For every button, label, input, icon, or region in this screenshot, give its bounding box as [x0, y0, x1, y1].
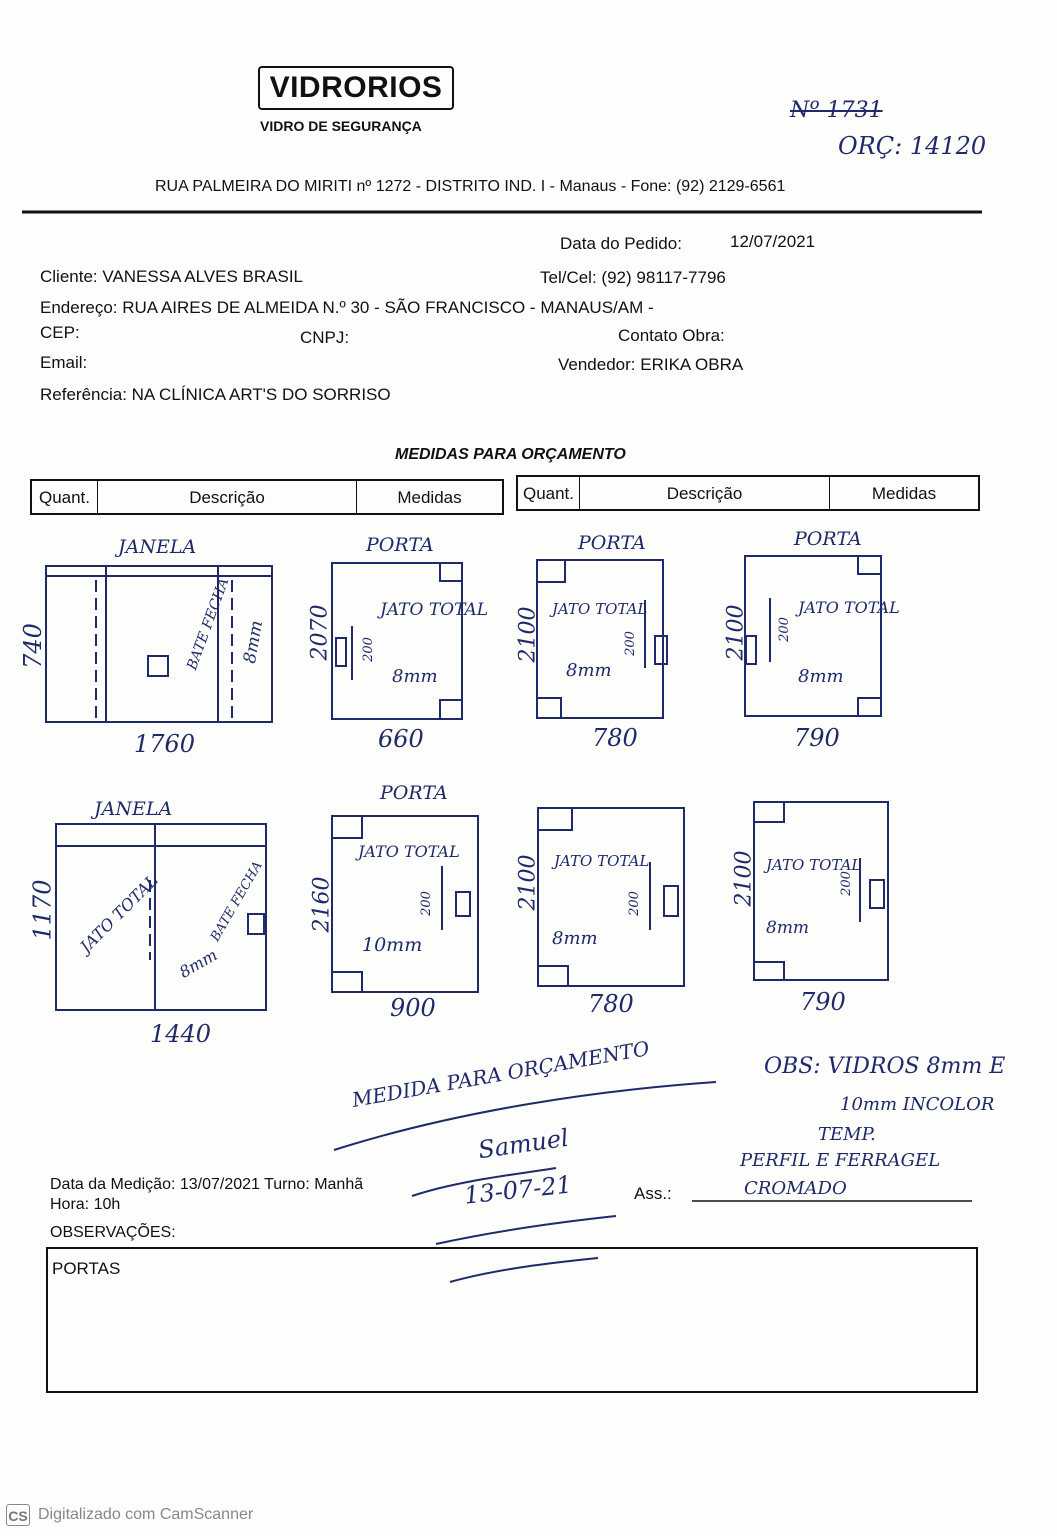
sketch-note: JATO TOTAL: [798, 598, 900, 617]
seller-field: Vendedor: ERIKA OBRA: [558, 355, 744, 374]
sketch-width: 660: [378, 725, 424, 753]
header-medidas: Medidas: [871, 484, 937, 503]
sketch-note: BATE FECHA: [184, 575, 233, 673]
order-date-label: Data do Pedido:: [560, 234, 682, 253]
sketch-height: 2070: [307, 604, 333, 661]
obs-handwritten: TEMP.: [818, 1124, 876, 1145]
sketch-note: JATO TOTAL: [380, 600, 489, 620]
signature: Samuel: [476, 1123, 571, 1165]
sketch-note: 200: [418, 891, 434, 916]
sketch-title: PORTA: [794, 528, 862, 550]
form-number: Nº 1731: [790, 98, 883, 123]
company-tagline: VIDRO DE SEGURANÇA: [260, 118, 422, 134]
header-descricao: Descrição: [580, 477, 830, 509]
sketch-title: PORTA: [366, 534, 434, 556]
sketch-note: 8mm: [552, 928, 598, 949]
order-date-value: 12/07/2021: [730, 232, 816, 251]
header-medidas: Medidas: [397, 488, 462, 507]
header-quant: Quant.: [32, 481, 98, 513]
sketch-note: 8mm: [798, 666, 844, 687]
company-address: RUA PALMEIRA DO MIRITI nº 1272 - DISTRITO IND. I - Manaus - Fone: (92) 2129-6561: [155, 178, 786, 195]
header-descricao: Descrição: [98, 481, 357, 513]
sketch-width: 1760: [134, 730, 196, 758]
sketch-note: 200: [360, 637, 376, 662]
client-address: Endereço: RUA AIRES DE ALMEIDA N.º 30 - SÃO FRANCISCO - MANAUS/AM -: [40, 298, 654, 317]
sketch-width: 780: [588, 990, 634, 1018]
sketch-note: 8mm: [566, 660, 612, 681]
sketch-height: 2100: [731, 850, 757, 907]
client-phone: Tel/Cel: (92) 98117-7796: [540, 268, 726, 287]
sketch-note: 8mm: [239, 619, 268, 665]
sketch-height: 740: [18, 623, 47, 669]
obs-handwritten: PERFIL E FERRAGEL: [740, 1150, 941, 1171]
sketch-height: 2100: [515, 606, 541, 663]
sketch-width: 900: [390, 994, 436, 1022]
sketch-note: JATO TOTAL: [766, 856, 862, 874]
observations-box: [46, 1247, 978, 1393]
sketch-width: 780: [592, 724, 638, 752]
header-quant: Quant.: [518, 477, 580, 509]
measure-date: [50, 1176, 363, 1194]
obs-handwritten: 10mm INCOLOR: [840, 1094, 995, 1115]
sketch-height: 2100: [515, 854, 541, 911]
obs-handwritten: CROMADO: [744, 1178, 847, 1199]
observations-text: PORTAS: [52, 1259, 121, 1278]
sketch-note: JATO TOTAL: [76, 870, 162, 957]
measure-date-value: Data da Medição: 13/07/2021: [50, 1176, 260, 1193]
sketch-note: 200: [622, 631, 638, 656]
camscanner-badge: CS: [6, 1504, 30, 1526]
contact-field: Contato Obra:: [618, 326, 725, 345]
sketch-width: 1440: [150, 1020, 212, 1048]
sketch-title: PORTA: [380, 782, 448, 804]
sketch-note: JATO TOTAL: [358, 842, 460, 861]
sketch-note: 10mm: [362, 934, 423, 956]
observations-label: OBSERVAÇÕES:: [50, 1224, 176, 1241]
sketch-height: 1170: [28, 879, 57, 941]
sketch-note: JATO TOTAL: [554, 852, 650, 870]
sketch-height: 2100: [723, 604, 749, 661]
sketch-note: BATE FECHA: [207, 858, 266, 945]
handwritten-note: MEDIDA PARA ORÇAMENTO: [350, 1036, 652, 1112]
sketch-note: 8mm: [766, 918, 810, 938]
sketch-note: 200: [838, 871, 854, 896]
email-field: Email:: [40, 353, 88, 372]
client-name: Cliente: VANESSA ALVES BRASIL: [40, 267, 304, 286]
sketch-note: 8mm: [392, 666, 438, 687]
obs-handwritten: OBS: VIDROS 8mm E: [764, 1054, 1006, 1079]
sketch-title: PORTA: [578, 532, 646, 554]
sketch-title: JANELA: [94, 798, 173, 820]
orc-number: ORÇ: 14120: [838, 132, 987, 160]
cnpj-field: CNPJ:: [300, 328, 350, 347]
sketch-title: JANELA: [118, 536, 197, 558]
sketch-height: 2160: [309, 876, 335, 933]
sketch-note: JATO TOTAL: [552, 600, 648, 618]
sketch-width: 790: [800, 988, 846, 1016]
shift-value: Turno: Manhã: [264, 1176, 364, 1193]
signature-label: Ass.:: [634, 1184, 672, 1203]
signature-date: 13-07-21: [462, 1170, 574, 1210]
sketch-note: 200: [776, 617, 792, 642]
camscanner-text: Digitalizado com CamScanner: [38, 1506, 254, 1523]
sketch-note: 8mm: [175, 945, 221, 982]
cep-field: CEP:: [40, 323, 80, 342]
company-logo: VIDRORIOS: [258, 66, 454, 110]
reference-field: Referência: NA CLÍNICA ART'S DO SORRISO: [40, 385, 391, 404]
measure-hour: Hora: 10h: [50, 1196, 121, 1213]
section-title: MEDIDAS PARA ORÇAMENTO: [395, 446, 626, 463]
sketch-width: 790: [794, 724, 840, 752]
sketch-note: 200: [626, 891, 642, 916]
